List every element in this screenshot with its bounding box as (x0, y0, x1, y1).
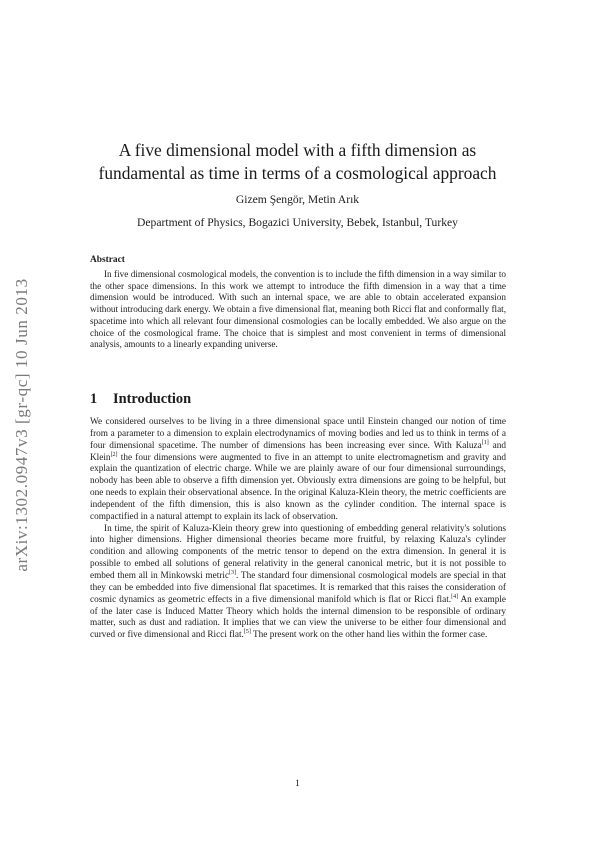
arxiv-stamp (12, 255, 32, 595)
paper-title (60, 139, 535, 185)
section-heading (90, 391, 191, 408)
citation-3[interactable]: [3] (229, 569, 237, 576)
para1-text-a: We considered ourselves to be living in a three dimensional space until Einstein changed our notion of time from a parameter to a dimension to explain electrodynamics of moving bodies and led us to think in terms of a four dimensional spacetime. The number of dimensions has been increasing ever since. With Kaluza (90, 417, 506, 451)
paragraph-2 (90, 524, 506, 642)
para1-text-b: and Klein (90, 440, 506, 463)
page-number: 1 (295, 779, 300, 789)
para1-text-c: the four dimensions were augmented to five in an attempt to unite electromagnetism and gravity and explain the quantization of electric charge. While we are plainly aware of our four dimensional surroundings, nobody has been able to observe a fifth dimension yet. Obviously extra dimensions are going to be helpful, but one needs to explain their observational absence. In the original Kaluza-Klein theory, the metric coefficients are independent of the fifth dimension, this is also known as the cylinder condition. The internal space is compactified in a natural attempt to explain its lack of observation. (90, 452, 506, 522)
body-text (90, 417, 506, 642)
abstract-heading: Abstract (90, 255, 125, 265)
paragraph-1 (90, 417, 506, 524)
para2-text-a: In time, the spirit of Kaluza-Klein theory grew into questioning of embedding general relativity's solutions into higher dimensions. Higher dimensional theories became more fruitful, by relaxing Kaluza's cylinder condition and allowing components of the metric tensor to depend on the extra dimension. In general it is possible to embed all solutions of general relativity in the general canonical metric, but it is not possible to embed them all in Minkowski metric (90, 523, 506, 581)
abstract-text: In five dimensional cosmological models, the convention is to include the fifth dimension in a way similar to the other space dimensions. In this work we attempt to introduce the fifth dimension in a way that a time dimension would be introduced. With such an internal space, we are able to obtain accelerated expansion without introducing dark energy. We obtain a five dimensional flat, meaning both Ricci flat and conformally flat, spacetime into which all relevant four dimensional cosmologies can be locally embedded. We also argue on the choice of the cosmological frame. The choice that is simplest and most convenient in terms of dimensional analysis, amounts to a linearly expanding universe. (90, 269, 506, 350)
citation-4[interactable]: [4] (451, 593, 459, 600)
citation-5[interactable]: [5] (243, 629, 251, 636)
para2-text-c: An example of the later case is Induced Matter Theory which holds the internal dimension to be responsible of ordinary matter, such as dust and radiation. It implies that we can view the universe to be either four dimensional and curved or five dimensional and Ricci flat. (90, 594, 506, 641)
citation-1[interactable]: [1] (481, 439, 489, 446)
para2-text-b: . The standard four dimensional cosmological models are special in that they can be embedded into five dimensional flat spacetimes. It is remarked that this raises the consideration of cosmic dynamics as geometric effects in a five dimensional manifold which is flat or Ricci flat. (90, 570, 506, 605)
section-number: 1 (90, 391, 98, 407)
section-title: Introduction (113, 391, 192, 407)
title-line-1: A five dimensional model with a fifth dimension as (118, 140, 477, 160)
arxiv-stamp-text: arXiv:1302.0947v3 [gr-qc] 10 Jun 2013 (12, 278, 31, 572)
authors: Gizem Şengör, Metin Arık (235, 193, 360, 206)
title-line-2: fundamental as time in terms of a cosmological approach (98, 163, 497, 183)
para2-text-d: The present work on the other hand lies within the former case. (250, 630, 488, 641)
citation-2[interactable]: [2] (110, 451, 118, 458)
affiliation: Department of Physics, Bogazici University, Bebek, Istanbul, Turkey (137, 216, 458, 229)
